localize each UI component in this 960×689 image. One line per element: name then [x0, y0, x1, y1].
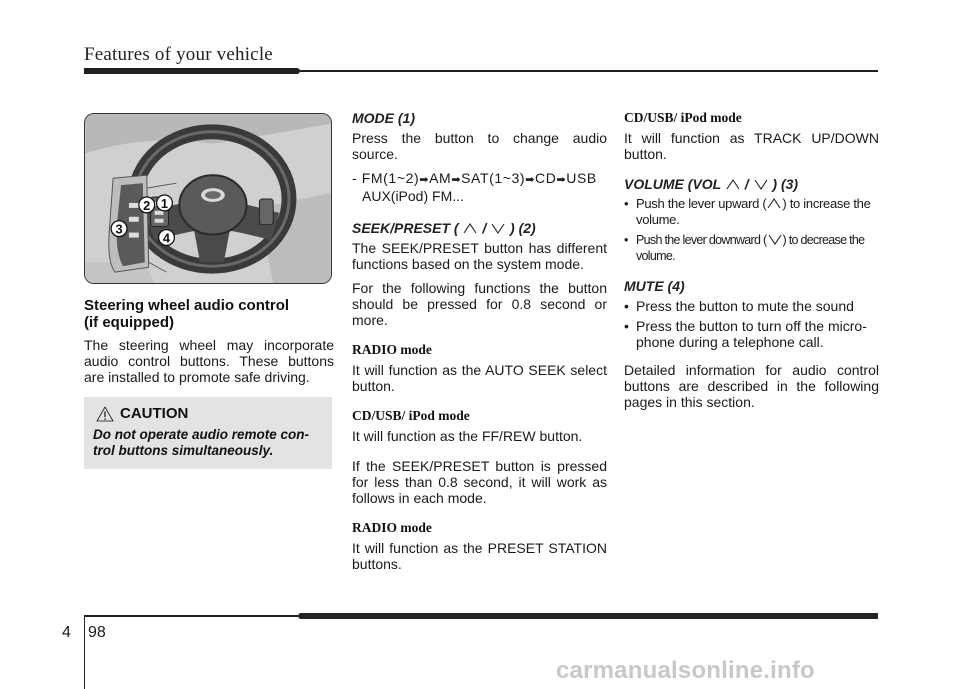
steering-wheel-drawing — [85, 114, 331, 283]
chevron-up-icon — [725, 178, 741, 190]
caution-title-text: CAUTION — [120, 405, 189, 422]
footer-divider — [84, 617, 85, 689]
footer-rule — [298, 613, 878, 619]
volume-b2-prefix: Push the lever downward ( — [636, 233, 767, 247]
mode-seq-item: USB — [566, 170, 597, 186]
volume-heading-suffix: ) (3) — [772, 176, 799, 192]
volume-heading-prefix: VOLUME (VOL — [624, 176, 721, 192]
seek-p1: The SEEK/PRESET button has different functions based on the system mode. — [352, 240, 607, 272]
svg-text:4: 4 — [162, 230, 171, 246]
mode-seq-item: AM — [429, 170, 452, 186]
warning-triangle-icon — [96, 406, 114, 422]
arrow-right-icon: ➡ — [451, 174, 462, 186]
seek-p3: If the SEEK/PRESET button is pressed for less than 0.8 second, it will work as follows in each mode. — [352, 458, 607, 506]
arrow-right-icon: ➡ — [525, 174, 535, 186]
col3-cd-heading: CD/USB/ iPod mode — [624, 110, 742, 125]
callout-3 — [111, 221, 127, 237]
volume-b2-suffix: ) to decrease the volume. — [636, 233, 865, 263]
seek-radio-heading: RADIO mode — [352, 342, 432, 357]
seek-heading-sep: / — [482, 220, 487, 236]
page-header-title: Features of your vehicle — [84, 44, 273, 65]
mode-seq-prefix: - FM(1~2) — [352, 170, 420, 186]
arrow-right-icon: ➡ — [419, 174, 430, 186]
page-number: 98 — [88, 624, 106, 641]
volume-heading-sep: / — [744, 176, 749, 192]
seek-radio2-text: It will function as the PRESET STATION buttons. — [352, 540, 607, 572]
svg-text:3: 3 — [115, 221, 123, 237]
arrow-right-icon: ➡ — [556, 174, 567, 186]
mute-bullet-2: • Press the button to turn off the micro-phone during a telephone call. — [624, 318, 879, 350]
caution-title — [96, 405, 188, 422]
watermark: carmanualsonline.info — [556, 657, 815, 684]
section-heading-line1: Steering wheel audio control — [84, 297, 290, 314]
seek-cd-heading: CD/USB/ iPod mode — [352, 408, 470, 423]
seek-p2: For the following functions the button should be pressed for 0.8 second or more. — [352, 280, 607, 328]
footer-rule-thin — [84, 615, 298, 617]
chevron-down-icon — [753, 178, 769, 190]
caution-box — [84, 397, 332, 469]
seek-cd-text: It will function as the FF/REW button. — [352, 428, 583, 444]
svg-text:2: 2 — [143, 197, 151, 213]
callout-2 — [139, 197, 155, 213]
detail-text: Detailed information for audio control buttons are described in the following pages in this section. — [624, 362, 879, 410]
mute-bullet-1: • Press the button to mute the sound — [624, 298, 879, 314]
volume-bullet-down: • Push the lever downward ( ) to decrease the volume. — [624, 233, 865, 263]
volume-heading — [624, 176, 879, 192]
svg-text:1: 1 — [160, 195, 169, 211]
seek-heading-suffix: ) (2) — [510, 220, 536, 236]
header-rule — [84, 68, 300, 74]
mute-b1-text: Press the button to mute the sound — [636, 298, 854, 314]
mode-seq-line2: AUX(iPod) FM... — [362, 188, 464, 204]
header-rule-thin — [300, 70, 878, 72]
mode-seq-item: SAT(1~3) — [461, 170, 526, 186]
caution-text: Do not operate audio remote con-trol buttons simultaneously. — [93, 427, 310, 458]
seek-radio2-heading: RADIO mode — [352, 520, 432, 535]
column-2 — [352, 110, 607, 580]
callout-1 — [157, 195, 173, 211]
chevron-up-icon — [462, 222, 478, 234]
column-3 — [624, 110, 879, 418]
volume-bullet-up: • Push the lever upward ( ) to increase the volume. — [624, 196, 871, 227]
seek-heading-prefix: SEEK/PRESET ( — [352, 220, 459, 236]
section-intro: The steering wheel may incorporate audio control buttons. These buttons are installed to promote safe driving. — [84, 337, 334, 385]
mode-sequence — [352, 170, 607, 204]
callout-4 — [159, 230, 175, 246]
mute-b2-text: Press the button to turn off the micro-phone during a telephone call. — [636, 318, 867, 350]
seek-radio-text: It will function as the AUTO SEEK select button. — [352, 362, 607, 394]
mode-text: Press the button to change audio source. — [352, 130, 607, 162]
volume-b1-prefix: Push the lever upward ( — [636, 196, 767, 211]
col3-cd-text: It will function as TRACK UP/DOWN button. — [624, 130, 879, 162]
mode-heading: MODE (1) — [352, 110, 415, 126]
section-heading — [84, 297, 334, 331]
chevron-down-icon — [490, 222, 506, 234]
chevron-down-icon — [767, 233, 783, 245]
mode-seq-item: CD — [535, 170, 557, 186]
mute-heading: MUTE (4) — [624, 278, 685, 294]
chevron-up-icon — [766, 197, 782, 209]
seek-heading — [352, 220, 607, 236]
section-heading-line2: (if equipped) — [84, 314, 174, 331]
volume-b1-suffix: ) to increase the volume. — [636, 196, 871, 227]
steering-wheel-illustration — [84, 113, 332, 284]
chapter-number: 4 — [62, 624, 71, 641]
